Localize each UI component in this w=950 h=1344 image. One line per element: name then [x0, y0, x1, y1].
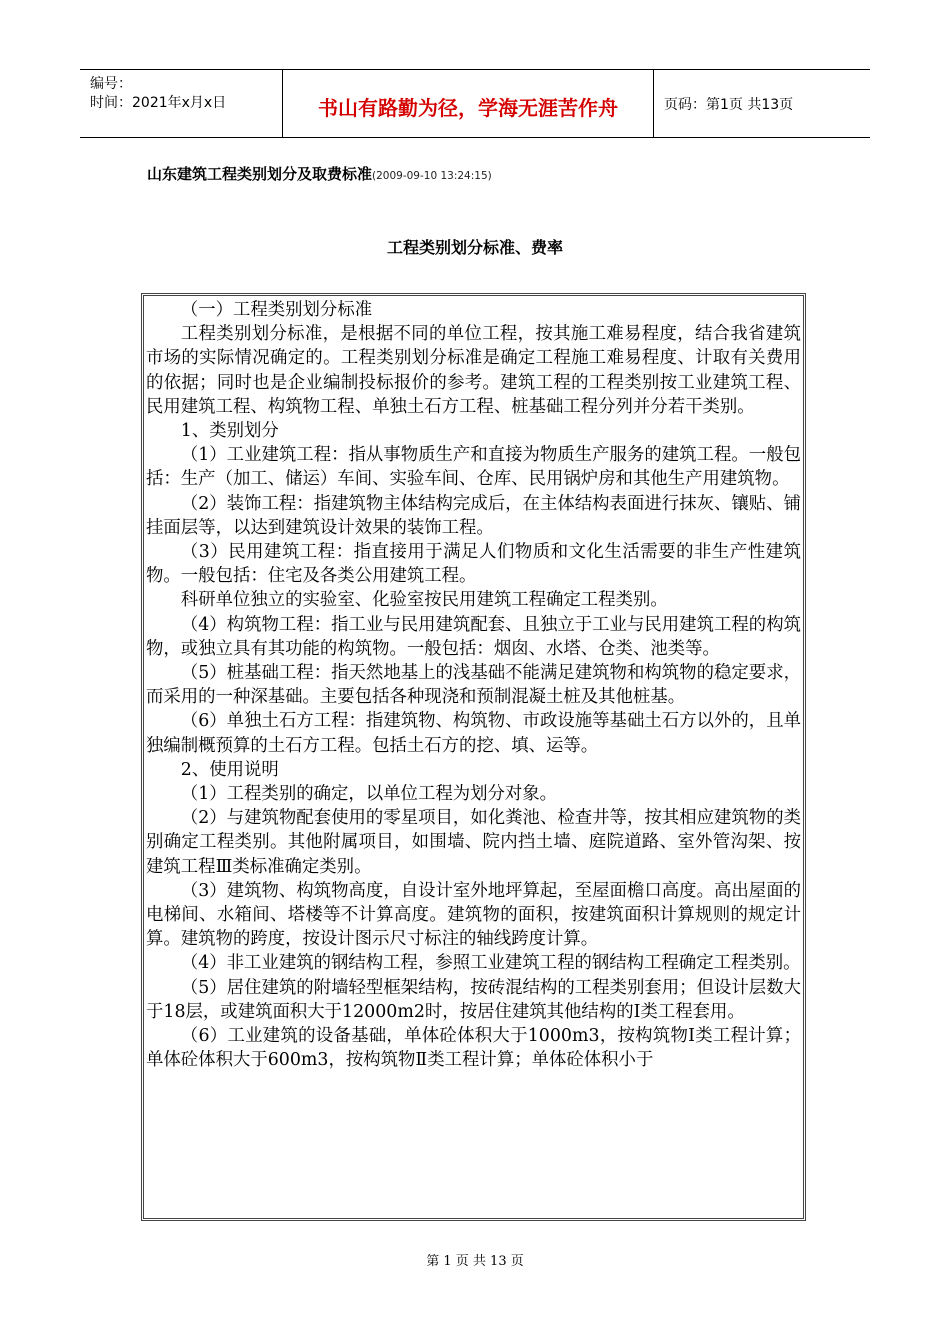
- header-info-cell: [80, 70, 283, 137]
- content-box: [141, 293, 806, 1221]
- header-page-number: 页码：第1页 共13页: [664, 97, 794, 113]
- paragraph: （1）工业建筑工程：指从事物质生产和直接为物质生产服务的建筑工程。一般包括：生产（加工、储运）车间、实验车间、仓库、民用锅炉房和其他生产用建筑物。: [146, 445, 801, 490]
- paragraph: 科研单位独立的实验室、化验室按民用建筑工程确定工程类别。: [180, 590, 668, 611]
- paragraph: （3）建筑物、构筑物高度，自设计室外地坪算起，至屋面檐口高度。高出屋面的电梯间、水箱间、塔楼等不计算高度。建筑物的面积，按建筑面积计算规则的规定计算。建筑物的跨度，按设计图示尺寸标注的轴线跨度计算。: [146, 880, 801, 950]
- paragraph: （5）居住建筑的附墙轻型框架结构，按砖混结构的工程类别套用；但设计层数大于18层，或建筑面积大于12000m2时，按居住建筑其他结构的Ⅰ类工程套用。: [146, 977, 801, 1022]
- document-title: [147, 163, 492, 184]
- section-title: 工程类别划分标准、费率: [386, 238, 563, 257]
- paragraph: 工程类别划分标准，是根据不同的单位工程，按其施工难易程度，结合我省建筑市场的实际情况确定的。工程类别划分标准是确定工程施工难易程度、计取有关费用的依据；同时也是企业编制投标报价的参考。建筑工程的工程类别按工业建筑工程、民用建筑工程、构筑物工程、单独土石方工程、桩基础工程分列并分若干类别。: [146, 324, 801, 417]
- header-page-cell: [654, 70, 870, 137]
- paragraph: 2、使用说明: [180, 759, 279, 780]
- document-date-label: 时间：2021年x月x日: [90, 95, 227, 111]
- paragraph: （4）构筑物工程：指工业与民用建筑配套、且独立于工业与民用建筑工程的构筑物，或独立具有其功能的构筑物。一般包括：烟囱、水塔、仓类、池类等。: [146, 614, 801, 659]
- content-body: [146, 298, 801, 1073]
- paragraph: （5）桩基础工程：指天然地基上的浅基础不能满足建筑物和构筑物的稳定要求，而采用的一种深基础。主要包括各种现浇和预制混凝土桩及其他桩基。: [146, 663, 801, 708]
- paragraph: （3）民用建筑工程：指直接用于满足人们物质和文化生活需要的非生产性建筑物。一般包括：住宅及各类公用建筑工程。: [146, 542, 801, 587]
- header-motto-cell: [283, 70, 654, 137]
- paragraph: （一）工程类别划分标准: [180, 300, 373, 320]
- paragraph: （6）单独土石方工程：指建筑物、构筑物、市政设施等基础土石方以外的，且单独编制概预算的土石方工程。包括土石方的挖、填、运等。: [146, 711, 801, 756]
- document-title-text: 山东建筑工程类别划分及取费标准: [147, 165, 373, 183]
- motto-text: 书山有路勤为径，学海无涯苦作舟: [318, 96, 618, 120]
- paragraph: 1、类别划分: [180, 421, 279, 442]
- header-table: [80, 69, 870, 138]
- document-number-label: 编号：: [90, 76, 132, 92]
- paragraph: （2）装饰工程：指建筑物主体结构完成后，在主体结构表面进行抹灰、镶贴、铺挂面层等，以达到建筑设计效果的装饰工程。: [146, 493, 801, 538]
- paragraph: （6）工业建筑的设备基础，单体砼体积大于1000m3，按构筑物Ⅰ类工程计算；单体砼体积大于600m3，按构筑物Ⅱ类工程计算；单体砼体积小于: [146, 1026, 801, 1071]
- paragraph: （1）工程类别的确定，以单位工程为划分对象。: [180, 784, 558, 805]
- document-timestamp: (2009-09-10 13:24:15): [372, 170, 492, 182]
- page-footer: 第 1 页 共 13 页: [426, 1254, 524, 1269]
- paragraph: （2）与建筑物配套使用的零星项目，如化粪池、检查井等，按其相应建筑物的类别确定工程类别。其他附属项目，如围墙、院内挡土墙、庭院道路、室外管沟架、按建筑工程Ⅲ类标准确定类别。: [146, 808, 801, 877]
- paragraph: （4）非工业建筑的钢结构工程，参照工业建筑工程的钢结构工程确定工程类别。: [180, 953, 801, 974]
